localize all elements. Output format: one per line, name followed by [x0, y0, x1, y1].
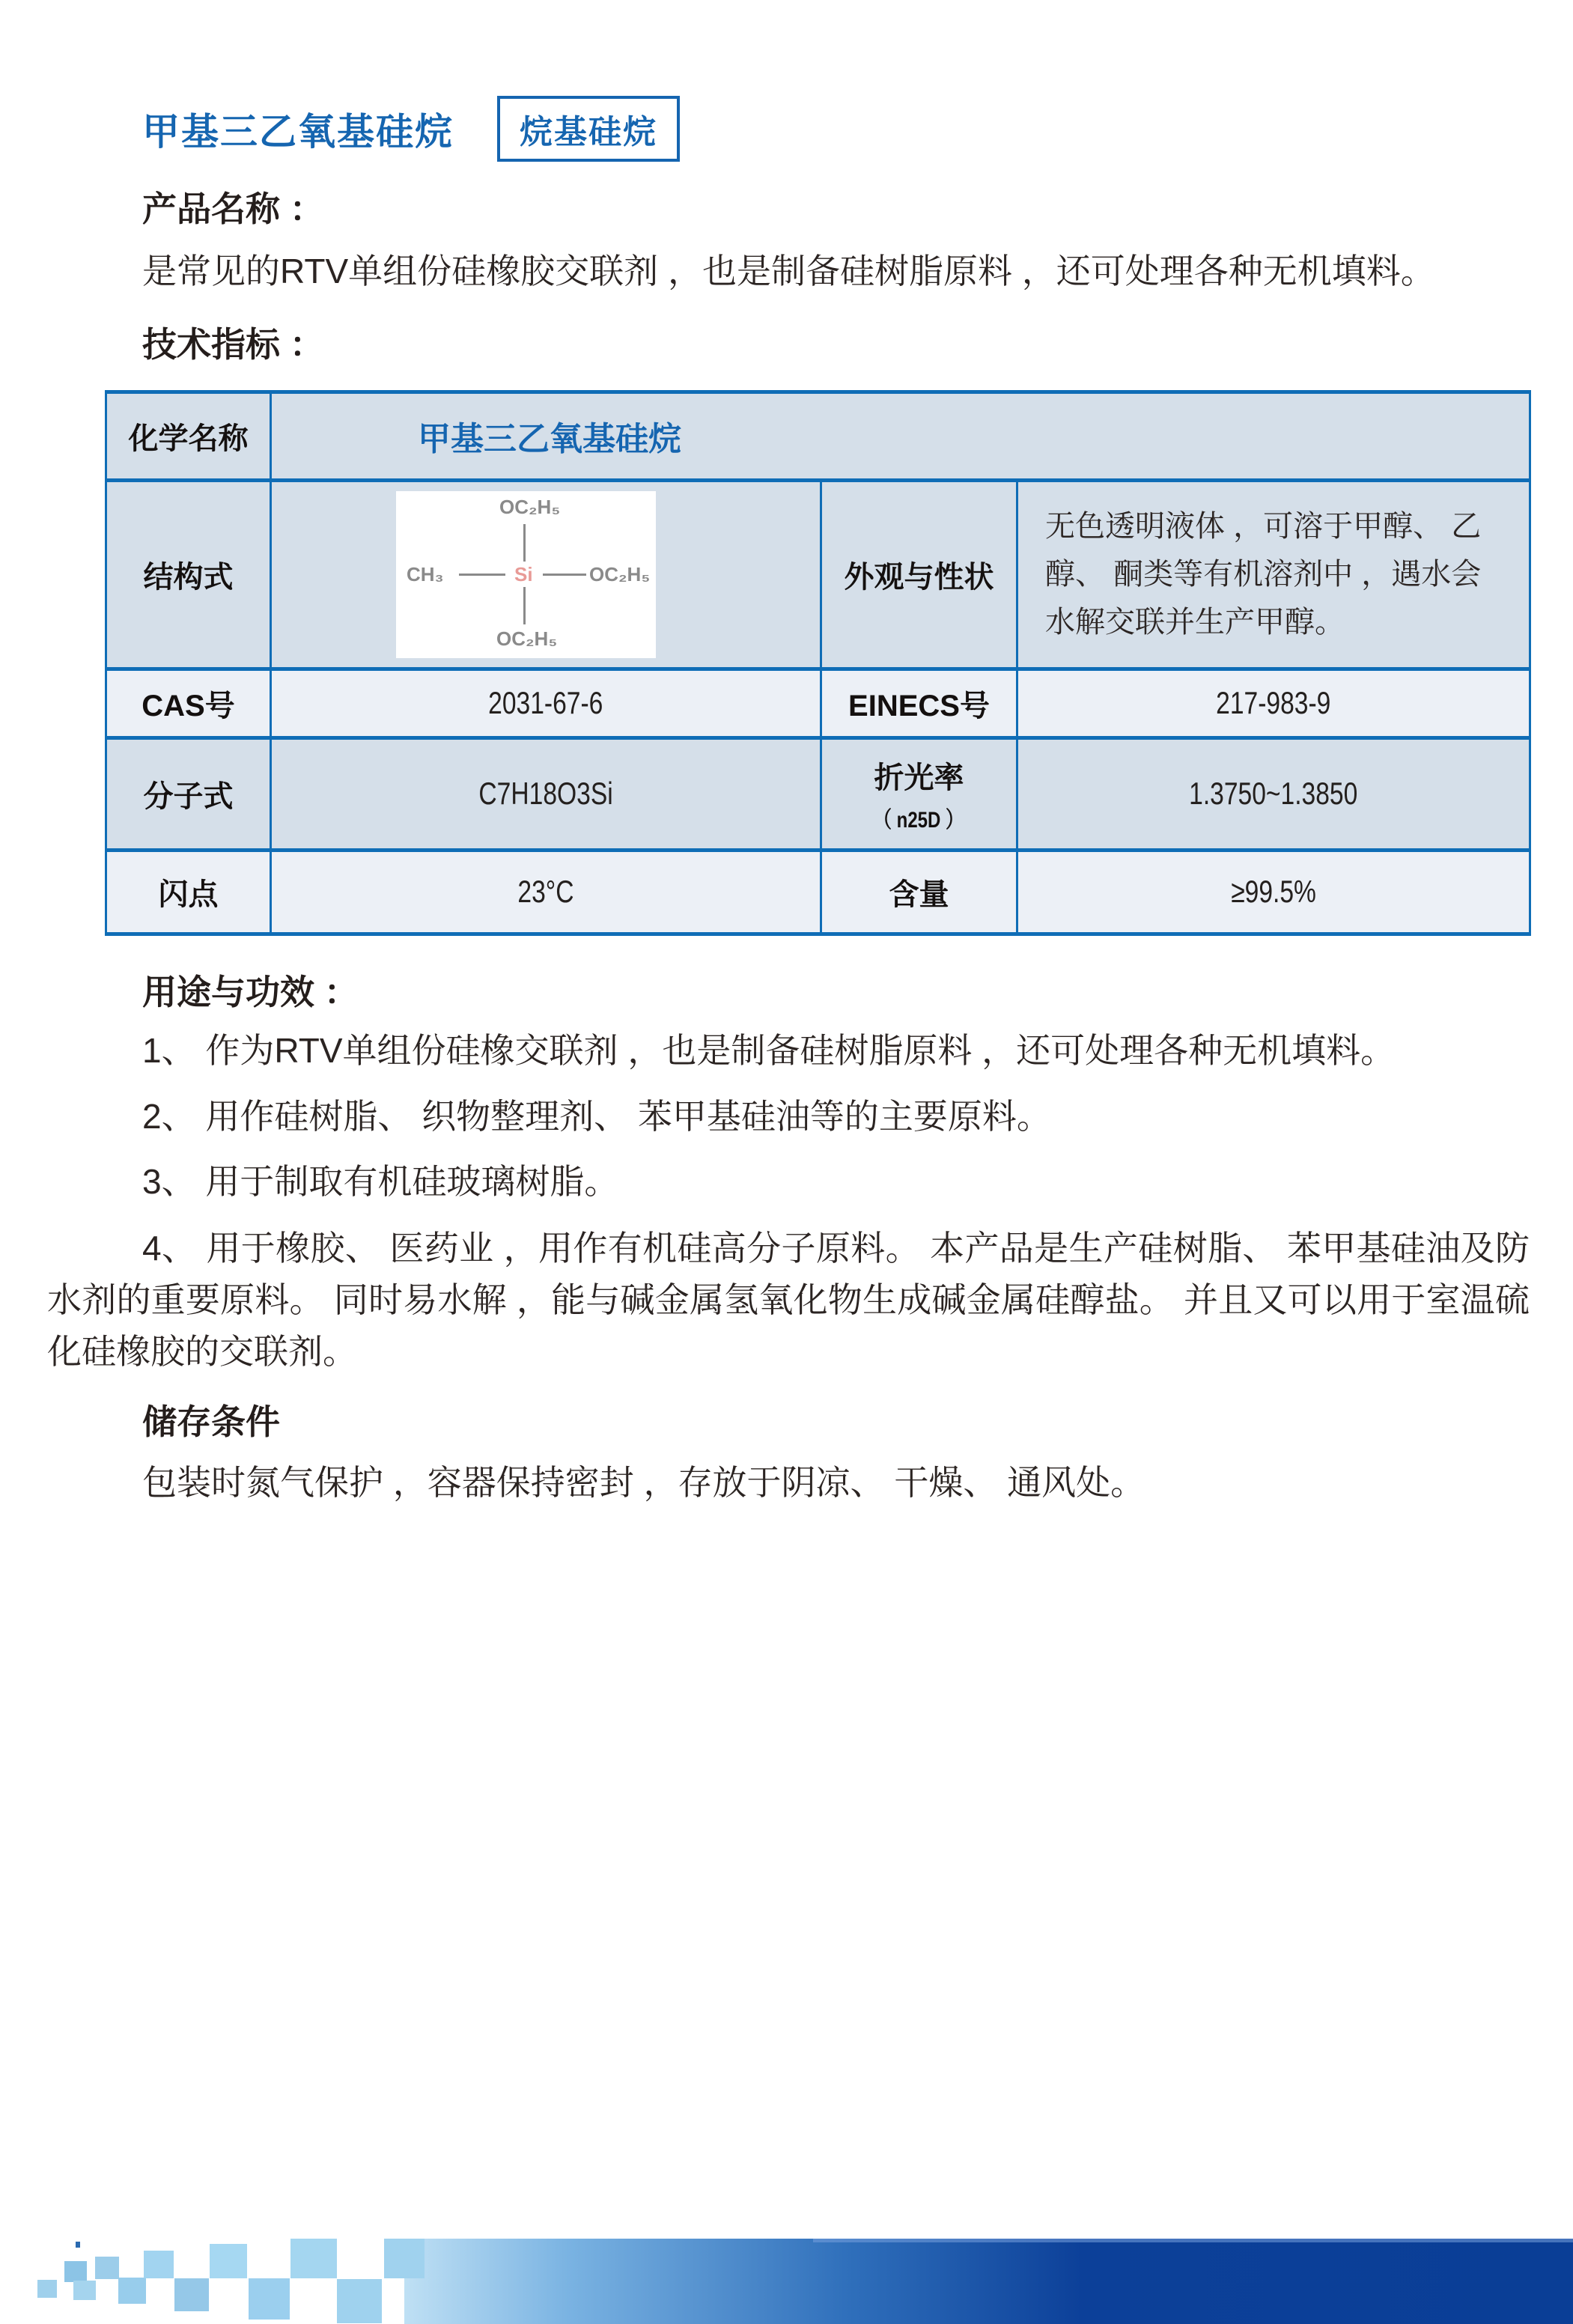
product-name-heading: 产品名称 ：	[142, 189, 324, 228]
refractive-range: 1.3750~1.3850	[1189, 776, 1358, 812]
mosaic-square	[384, 2239, 425, 2278]
refractive-value	[1017, 737, 1530, 850]
chemical-name-value: 甲基三乙氧基硅烷	[271, 392, 1530, 480]
spec-table	[105, 390, 1531, 936]
usage-item-1: 1、 作为RTV单组份硅橡交联剂 ，也是制备硅树脂原料 ，还可处理各种无机填料。	[142, 1031, 1396, 1071]
flash-point-value	[271, 850, 821, 934]
page-title: 甲基三乙氧基硅烷	[142, 111, 454, 153]
refractive-condition: （ n25D ）	[874, 807, 964, 833]
category-badge: 烷基硅烷	[497, 96, 680, 162]
table-row	[106, 669, 1530, 737]
formula-value	[271, 737, 821, 850]
mosaic-square	[249, 2278, 290, 2320]
mosaic-square	[144, 2251, 174, 2278]
flash-point-label: 闪点	[106, 850, 271, 934]
structure-left-group: CH₃	[407, 562, 444, 585]
einecs-value	[1017, 669, 1530, 737]
product-name-description: 是常见的RTV单组份硅橡胶交联剂 ，也是制备硅树脂原料 ，还可处理各种无机填料。	[142, 251, 1435, 290]
mosaic-square	[337, 2279, 382, 2323]
mosaic-square	[210, 2244, 247, 2278]
structure-bottom-group: OC₂H₅	[496, 627, 558, 650]
storage-description: 包装时氮气保护 ，容器保持密封 ，存放于阴凉、 干燥、 通风处。	[142, 1462, 1145, 1502]
refractive-label-cell	[821, 737, 1017, 850]
table-row	[106, 392, 1530, 480]
content-number: ≥99.5%	[1231, 874, 1316, 910]
table-row	[106, 737, 1530, 850]
usage-heading: 用途与功效 ：	[142, 972, 359, 1012]
content-label: 含量	[821, 850, 1017, 934]
usage-item-4: 4、 用于橡胶、 医药业 ，用作有机硅高分子原料。 本产品是生产硅树脂、 苯甲基硅油及防水剂的重要原料。 同时易水解 ，能与碱金属氢氧化物生成碱金属硅醇盐。 并且又可以用于室温硫化硅橡胶的交联剂。	[47, 1229, 1530, 1372]
mosaic-square	[37, 2280, 57, 2298]
tech-specs-heading: 技术指标 ：	[142, 324, 324, 364]
footer-tick-mark	[76, 2242, 80, 2248]
formula-label: 分子式	[106, 737, 271, 850]
structure-cell	[271, 480, 821, 669]
mosaic-square	[290, 2239, 337, 2278]
flash-point-number: 23°C	[517, 874, 574, 910]
structure-top-group: OC₂H₅	[499, 495, 561, 518]
cas-number: 2031-67-6	[488, 685, 603, 721]
structure-right-group: OC₂H₅	[589, 562, 651, 585]
appearance-label: 外观与性状	[821, 480, 1017, 669]
storage-heading: 储存条件	[142, 1402, 280, 1442]
appearance-value: 无色透明液体 ，可溶于甲醇、 乙醇、 酮类等有机溶剂中 ，遇水会水解交联并生产甲醇。	[1017, 480, 1530, 669]
bond-line	[523, 587, 526, 624]
structure-label: 结构式	[106, 480, 271, 669]
cas-label: CAS号	[106, 669, 271, 737]
molecular-formula: C7H18O3Si	[478, 776, 613, 812]
bond-line	[543, 574, 586, 576]
document-header	[142, 96, 1530, 162]
structure-center-atom: Si	[514, 562, 533, 585]
mosaic-square	[73, 2281, 96, 2300]
refractive-label: 折光率	[874, 761, 964, 794]
mosaic-square	[64, 2261, 87, 2282]
einecs-number: 217-983-9	[1216, 685, 1331, 721]
document-body	[47, 0, 1530, 1509]
bond-line	[523, 524, 526, 562]
content-value	[1017, 850, 1530, 934]
usage-item-2: 2、 用作硅树脂、 织物整理剂、 苯甲基硅油等的主要原料。	[142, 1096, 1051, 1136]
table-row	[106, 850, 1530, 934]
mosaic-square	[95, 2257, 119, 2279]
footer-gradient-bar	[404, 2239, 1573, 2324]
cas-value	[271, 669, 821, 737]
bond-line	[459, 574, 505, 576]
refractive-sub-label	[823, 801, 1015, 834]
structure-formula-image	[396, 491, 656, 658]
table-row	[106, 480, 1530, 669]
mosaic-square	[118, 2278, 146, 2304]
einecs-label: EINECS号	[821, 669, 1017, 737]
usage-item-3: 3、 用于制取有机硅玻璃树脂。	[142, 1161, 619, 1201]
chemical-name-label: 化学名称	[106, 392, 271, 480]
mosaic-square	[174, 2278, 209, 2311]
